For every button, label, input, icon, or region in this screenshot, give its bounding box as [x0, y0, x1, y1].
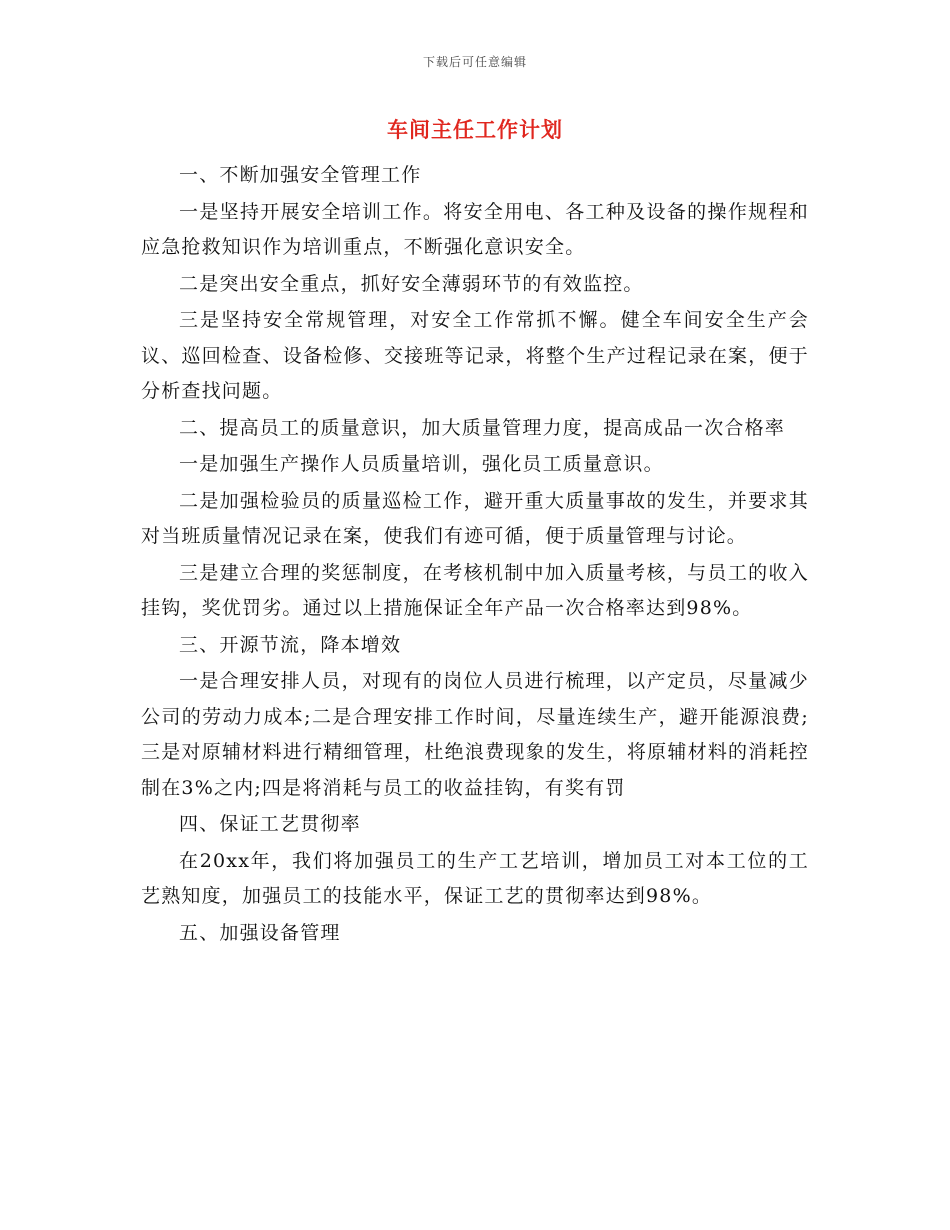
section-heading-process: 四、保证工艺贯彻率 — [179, 813, 361, 835]
section-heading-quality: 二、提高员工的质量意识，加大质量管理力度，提高成品一次合格率 — [179, 416, 786, 439]
header-note: 下载后可任意编辑 — [422, 55, 527, 69]
section-heading-equipment: 五、加强设备管理 — [179, 921, 341, 944]
paragraph: 一是合理安排人员，对现有的岗位人员进行梳理，以产定员，尽量减少公司的劳动力成本;二是合理安排工作时间，尽量连续生产，避开能源浪费;三是对原辅材料进行精细管理，杜绝浪费现象的发生，将原辅材料的消耗控制在3%之内;四是将消耗与员工的收益挂钩，有奖有罚 — [141, 670, 809, 799]
document-title: 车间主任工作计划 — [387, 118, 563, 142]
paragraph: 三是坚持安全常规管理，对安全工作常抓不懈。健全车间安全生产会议、巡回检查、设备检修、交接班等记录，将整个生产过程记录在案，便于分析查找问题。 — [141, 309, 809, 402]
paragraph: 三是建立合理的奖惩制度，在考核机制中加入质量考核，与员工的收入挂钩，奖优罚劣。通过以上措施保证全年产品一次合格率达到98%。 — [141, 561, 809, 619]
section-heading-cost: 三、开源节流，降本增效 — [179, 633, 402, 656]
paragraph: 一是坚持开展安全培训工作。将安全用电、各工种及设备的操作规程和应急抢救知识作为培训重点，不断强化意识安全。 — [141, 200, 809, 258]
paragraph: 二是加强检验员的质量巡检工作，避开重大质量事故的发生，并要求其对当班质量情况记录在案，使我们有迹可循，便于质量管理与讨论。 — [141, 489, 809, 547]
document-body — [141, 158, 809, 952]
paragraph: 二是突出安全重点，抓好安全薄弱环节的有效监控。 — [179, 272, 644, 295]
paragraph: 在20xx年，我们将加强员工的生产工艺培训，增加员工对本工位的工艺熟知度，加强员工的技能水平，保证工艺的贯彻率达到98%。 — [141, 849, 809, 907]
section-heading-safety: 一、不断加强安全管理工作 — [179, 164, 422, 186]
paragraph: 一是加强生产操作人员质量培训，强化员工质量意识。 — [179, 453, 664, 475]
